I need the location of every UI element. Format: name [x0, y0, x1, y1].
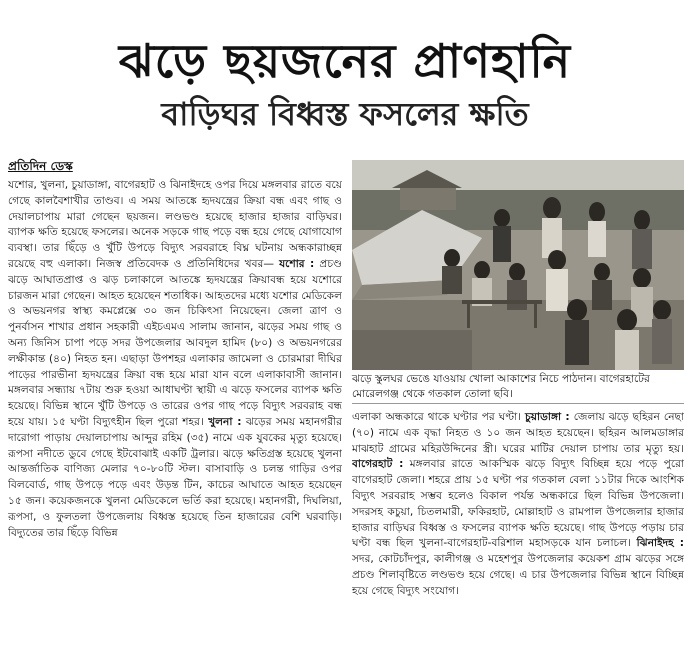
- paragraph-jessore: প্রচণ্ড ঝড়ে আঘাতপ্রাপ্ত ও ঝড় চলাকালে আতঙ্কে হৃদযন্ত্রের ক্রিয়াবন্ধ হয়ে যশোরে চারজন মারা গেছেন। আহত হয়েছেন শতাধিক। আহতদের মধ্যে যশোর মেডিকেল ও অভয়নগর স্বাস্থ্য কমপ্লেক্সে ৩০ জন চিকিৎসা নিয়েছেন। জেলা ত্রাণ ও পুনর্বাসন শাখার প্রধান সহকারী এইচএমএ সালাম জানান, ঝড়ের সময় গাছ ও অন্য জিনিস চাপা পড়ে সদর উপজেলার আবদুল হামিদ (৮০) ও অভয়নগরের লক্ষীকান্ত (৪০) নিহত হন। এছাড়া উপশহর এলাকার জামেলা ও চোরমারা দীঘির পাড়ের পারভীনা হৃদযন্ত্রের ক্রিয়া বন্ধ হয়ে মারা যান বলে এলাকাবাসী জানান। মঙ্গলবার সন্ধ্যায় ৭টায় শুরু হওয়া আধাঘণ্টা স্থায়ী এ ঝড়ে ফসলের ব্যাপক ক্ষতি হয়েছে। বিভিন্ন স্থানে খুঁটি উপড়ে ও তারের ওপর গাছ পড়ে বিদ্যুৎ সরবরাহ বন্ধ হয়ে যায়। ১৫ ঘণ্টা বিদ্যুৎহীন ছিল পুরো শহর।: [8, 257, 342, 428]
- article-left-column: [8, 178, 342, 643]
- photo-illustration: [352, 160, 684, 370]
- paragraph-jhenaidah: সদর, কোটচাঁদপুর, কালীগঞ্জ ও মহেশপুর উপজেলার কয়েকশ গ্রাম ঝড়ের সঙ্গে প্রচণ্ড শিলাবৃষ্টিতে লণ্ডভণ্ড হয়ে গেছে। এ চার উপজেলার বিভিন্ন স্থানে বিচ্ছিন্ন হয়ে গেছে বিদ্যুৎ সংযোগ।: [352, 553, 684, 597]
- dateline-jhenaidah: ঝিনাইদহ :: [636, 537, 684, 550]
- paragraph-intro: যশোর, খুলনা, চুয়াডাঙ্গা, বাগেরহাট ও ঝিনাইদহে ওপর দিয়ে মঙ্গলবার রাতে বয়ে গেছে কালবৈশাখীর তাণ্ডব। এ সময় আতঙ্কে হৃদযন্ত্রের ক্রিয়া বন্ধ এবং গাছ ও দেয়ালচাপায় মারা গেছেন ছয়জন। লণ্ডভণ্ড হয়েছে হাজার হাজার বাড়িঘর। ব্যাপক ক্ষতি হয়েছে ফসলের। অনেক সড়কে গাছ পড়ে বন্ধ হয়ে গেছে যোগাযোগ ব্যবস্থা। তার ছিঁড়ে ও খুঁটি উপড়ে বিদ্যুৎ সরবরাহে বিঘ্ন ঘটনায় অন্ধকারাচ্ছন্ন রয়েছে বহু এলাকা। নিজস্ব প্রতিবেদক ও প্রতিনিধিদের খবর—: [8, 179, 342, 270]
- paragraph-khulna: ঝড়ের সময় মহানগরীর দারোগা পাড়ায় দেয়ালচাপায় আব্দুর রহিম (৩৫) নামে এক যুবকের মৃত্যু হয়েছে। রূপসা নদীতে ডুবে গেছে ইটবোঝাই একটি ট্রলার। ঝড়ে ক্ষতিগ্রস্ত হয়েছে খুলনা আন্তর্জাতিক বাণিজ্য মেলার ৭০-৮০টি স্টল। বাসাবাড়ি ও চলন্ত গাড়ির ওপর বিলবোর্ড, গাছ উপড়ে পড়ে এবং উড়ন্ত টিন, কাচের আঘাতে আহত হয়েছেন ১৫ জন। কয়েকজনকে খুলনা মেডিকেলে ভর্তি করা হয়েছে। মহানগরী, দিঘলিয়া, রূপসা, ও ফুলতলা উপজেলায় বিধ্বস্ত হয়েছে তিন হাজারের বেশি ঘরবাড়ি। বিদ্যুতের তার ছিঁড়ে বিভিন্ন: [8, 415, 342, 539]
- paragraph-bagerhat: মঙ্গলবার রাতে আকস্মিক ঝড়ে বিদ্যুৎ বিচ্ছিন্ন হয়ে পড়ে পুরো বাগেরহাট জেলা। শহরে প্রায় ১৫ ঘণ্টা পর গতকাল বেলা ১১টার দিকে আংশিক বিদ্যুৎ সরবরাহ সম্ভব হলেও বিকাল পর্যন্ত অন্ধকারে ছিল বিভিন্ন উপজেলা। সদরসহ কচুয়া, চিতলমারী, ফকিরহাট, মোল্লাহাট ও রামপাল উপজেলার হাজার হাজার বাড়িঘর বিধ্বস্ত ও ফসলের ব্যাপক ক্ষতি হয়েছে। গাছ উপড়ে পড়ায় চার ঘণ্টা বন্ধ ছিল খুলনা-বাগেরহাট-বরিশাল মহাসড়কে যান চলাচল।: [352, 458, 684, 550]
- subheadline: বাড়িঘর বিধ্বস্ত ফসলের ক্ষতি: [161, 95, 529, 133]
- dateline-chuadanga: চুয়াডাঙ্গা :: [525, 411, 570, 423]
- paragraph-chuadanga: জেলায় ঝড়ে ছহিরন নেছা (৭০) নামে এক বৃদ্ধা নিহত ও ১০ জন আহত হয়েছেন। ছহিরন আলমডাঙ্গার মাঝহাট গ্রামের মহিরউদ্দিনের স্ত্রী। ঘরের মাটির দেয়াল চাপায় তার মৃত্যু হয়।: [352, 411, 684, 455]
- dateline-bagerhat: বাগেরহাট :: [352, 458, 404, 471]
- paragraph-continued: এলাকা অন্ধকারে থাকে ঘণ্টার পর ঘণ্টা।: [352, 411, 521, 423]
- dateline-khulna: খুলনা :: [208, 415, 242, 428]
- article-right-column: [352, 410, 684, 643]
- byline: প্রতিদিন ডেস্ক: [8, 159, 73, 173]
- headline: ঝড়ে ছয়জনের প্রাণহানি: [118, 34, 572, 88]
- dateline-jessore: যশোর :: [279, 257, 315, 270]
- photo-caption: ঝড়ে স্কুলঘর ভেঙে যাওয়ায় খোলা আকাশের নিচে পাঠদান। বাগেরহাটের মোরেলগঞ্জ থেকে গতকাল তোলা ছবি।: [352, 373, 650, 400]
- news-photo: [352, 160, 684, 370]
- divider: [352, 403, 684, 404]
